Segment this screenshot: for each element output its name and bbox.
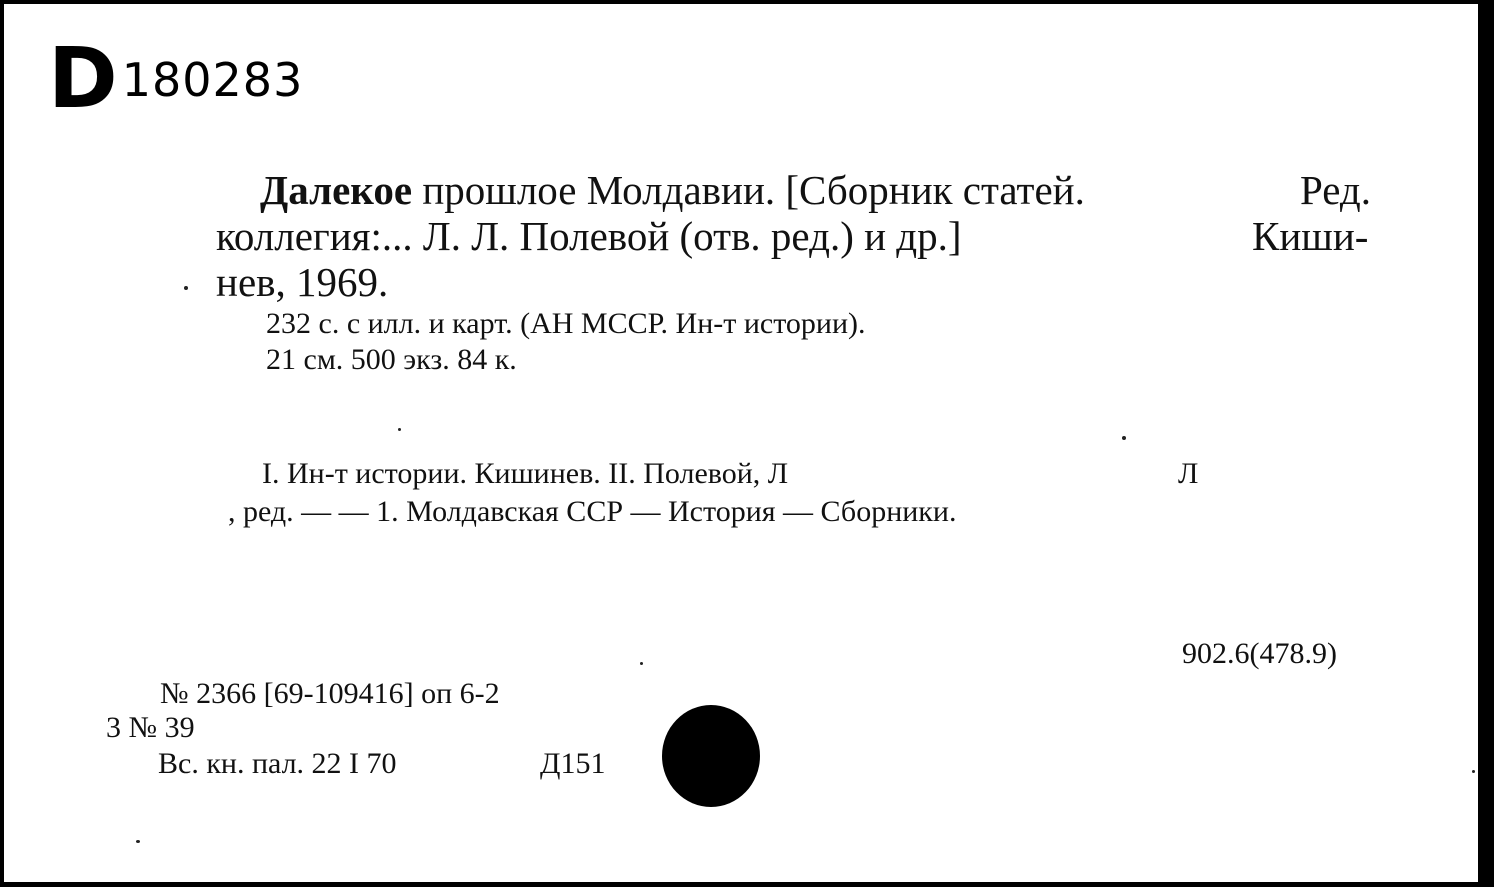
tracing-line-1-right: Л	[1178, 457, 1199, 490]
card-border-left	[0, 0, 4, 887]
classification-number: 902.6(478.9)	[1182, 637, 1337, 670]
card-border-top	[0, 0, 1494, 4]
description-line-1: 232 с. с илл. и карт. (АН МССР. Ин-т истории).	[266, 307, 866, 340]
title-line-2-right: Киши-	[1252, 213, 1369, 259]
speck	[640, 662, 643, 665]
call-number	[48, 29, 304, 127]
speck	[1122, 436, 1126, 440]
bottom-line-3-code: Д151	[540, 747, 606, 780]
speck	[1472, 770, 1475, 773]
speck	[184, 286, 188, 290]
title-line-3: нев, 1969.	[216, 259, 389, 305]
description-line-2: 21 см. 500 экз. 84 к.	[266, 343, 517, 376]
call-letter: D	[48, 29, 118, 127]
title-line-2: коллегия:... Л. Л. Полевой (отв. ред.) и др.]	[216, 213, 962, 259]
title-rest: прошлое Молдавии. [Сборник статей.	[412, 167, 1085, 213]
tracing-line-2: , ред. — — 1. Молдавская ССР — История — Сборники.	[228, 495, 957, 528]
punch-hole	[662, 705, 760, 807]
title-line-1	[260, 166, 1085, 214]
speck	[398, 428, 401, 431]
card-border-right	[1478, 0, 1494, 887]
bottom-line-2: 3 № 39	[106, 711, 195, 744]
title-bold: Далекое	[260, 167, 413, 213]
bottom-line-3: Вс. кн. пал. 22 I 70	[158, 747, 397, 780]
card-border-bottom	[0, 882, 1494, 887]
tracing-line-1: I. Ин-т истории. Кишинев. II. Полевой, Л	[262, 457, 789, 490]
title-right: Ред.	[1300, 167, 1372, 213]
speck	[136, 840, 140, 843]
bottom-line-1: № 2366 [69-109416] оп 6-2	[160, 677, 500, 710]
call-digits: 180283	[121, 53, 304, 107]
